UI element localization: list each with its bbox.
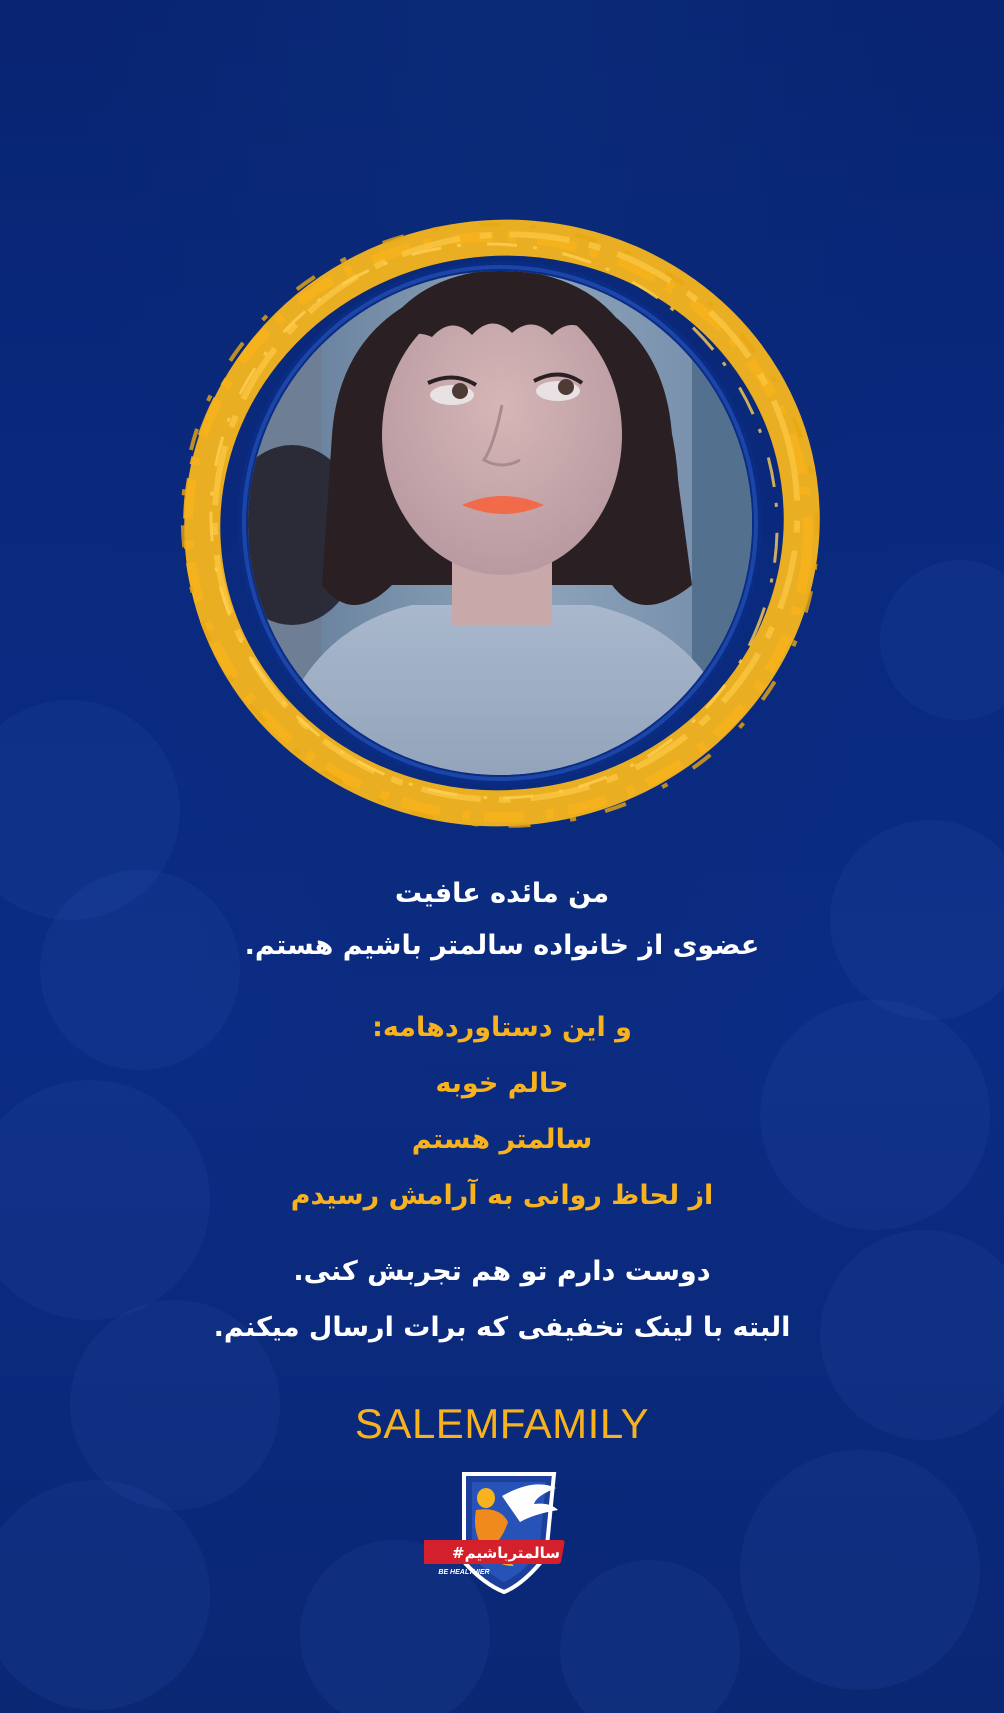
invite-text	[0, 1244, 1004, 1356]
brand-logo	[424, 1466, 584, 1596]
logo-tagline: BE HEALTHIER	[438, 1569, 490, 1576]
discount-line: البته با لینک تخفیفی که برات ارسال میکنم.	[213, 1312, 791, 1343]
intro-text	[0, 868, 1004, 972]
logo-hashtag: #سالمترباشیم	[451, 1544, 561, 1562]
bokeh-circle	[880, 560, 1004, 720]
achievements-list	[0, 1000, 1004, 1224]
bokeh-circle	[740, 1450, 980, 1690]
bokeh-circle	[560, 1560, 740, 1713]
intro-name-line: من مائده عافیت	[394, 878, 610, 909]
achievement-item: سالمتر هستم	[411, 1124, 593, 1155]
invite-line: دوست دارم تو هم تجربش کنی.	[293, 1256, 711, 1287]
achievement-item: حالم خوبه	[435, 1068, 569, 1099]
intro-member-line: عضوی از خانواده سالمتر باشیم هستم.	[244, 930, 760, 961]
achievements-heading: و این دستاوردهامه:	[372, 1012, 632, 1043]
brand-name: SALEMFAMILY	[354, 1400, 650, 1447]
achievement-item: از لحاظ روانی به آرامش رسیدم	[290, 1180, 714, 1211]
profile-photo-frame	[172, 205, 832, 835]
bokeh-circle	[0, 1480, 210, 1710]
profile-photo	[172, 205, 832, 835]
